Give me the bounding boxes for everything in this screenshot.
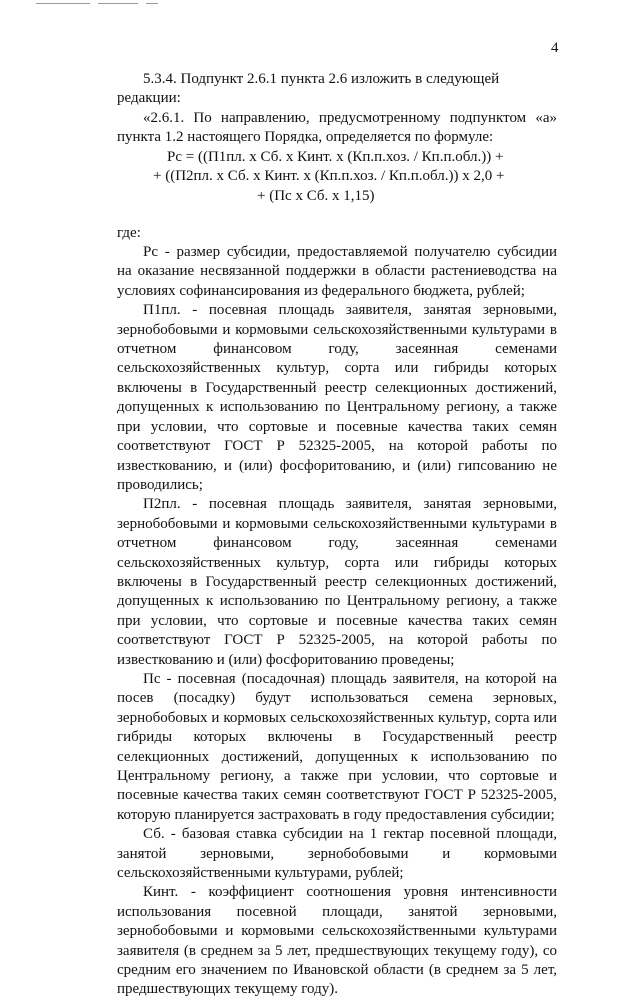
subsidy-formula [117, 148, 557, 208]
subparagraph-2-6-1: «2.6.1. По направлению, предусмотренному подпунктом «а» пункта 1.2 настоящего Порядка, определяется по формуле: [117, 109, 557, 146]
document-body [117, 70, 557, 1000]
definition-kint: Кинт. - коэффициент соотношения уровня интенсивности использования посевной площади, занятой зерновыми, зернобобовыми и кормовыми сельскохозяйственными культурами заявителя (в среднем за 5 лет, предшествующих текущему году), со средним его значением по Ивановской области (в среднем за 5 лет, предшествующих текущему году). [117, 884, 557, 998]
definition-sb: Сб. - базовая ставка субсидии на 1 гектар посевной площади, занятой зерновыми, зернобобовыми и кормовыми сельскохозяйственными культурами, рублей; [117, 826, 557, 882]
definition-rs: Рс - размер субсидии, предоставляемой получателю субсидии на оказание несвязанной поддержки в области растениеводства на условиях софинансирования из федерального бюджета, рублей; [117, 244, 557, 299]
formula-line-2: + ((П2пл. х Сб. х Кинт. х (Кп.п.хоз. / Кп.п.обл.)) х 2,0 + [153, 167, 505, 184]
definition-p2pl: П2пл. - посевная площадь заявителя, занятая зерновыми, зернобобовыми и кормовыми сельскохозяйственными культурами в отчетном финансовом году, засеянная семенами сельскохозяйственных культур, сорта или гибриды которых включены в Государственный реестр селекционных достижений, допущенных к использованию по Центральному региону, а также при условии, что сортовые и посевные качества таких семян соответствуют ГОСТ Р 52325-2005, на которой работы по известкованию и (или) фосфоритованию проведены; [117, 496, 557, 668]
scan-top-marks [0, 0, 640, 8]
formula-line-3: + (Пс х Сб. х 1,15) [257, 187, 375, 204]
page-number: 4 [551, 40, 559, 56]
formula-line-1: Рс = ((П1пл. х Сб. х Кинт. х (Кп.п.хоз. / Кп.п.обл.)) + [167, 148, 504, 165]
definition-p1pl: П1пл. - посевная площадь заявителя, занятая зерновыми, зернобобовыми и кормовыми сельскохозяйственными культурами в отчетном финансовом году, засеянная семенами сельскохозяйственных культур, сорта или гибриды которых включены в Государственный реестр селекционных достижений, допущенных к использованию по Центральному региону, а также при условии, что сортовые и посевные качества таких семян соответствуют ГОСТ Р 52325-2005, на которой работы по известкованию, и (или) фосфоритованию, и (или) гипсованию не проводились; [117, 302, 557, 493]
where-label: где: [117, 224, 141, 241]
definition-ps: Пс - посевная (посадочная) площадь заявителя, на которой на посев (посадку) будут использоваться семена зерновых, зернобобовых и кормовых сельскохозяйственных культур, сорта или гибриды которых включены в Государственный реестр селекционных достижений, допущенных к использованию по Центральному региону, а также при условии, что сортовые и посевные качества таких семян соответствуют ГОСТ Р 52325-2005, которую планируется застраховать в году предоставления субсидии; [117, 670, 557, 823]
amendment-intro: 5.3.4. Подпункт 2.6.1 пункта 2.6 изложить в следующей редакции: [117, 71, 500, 107]
